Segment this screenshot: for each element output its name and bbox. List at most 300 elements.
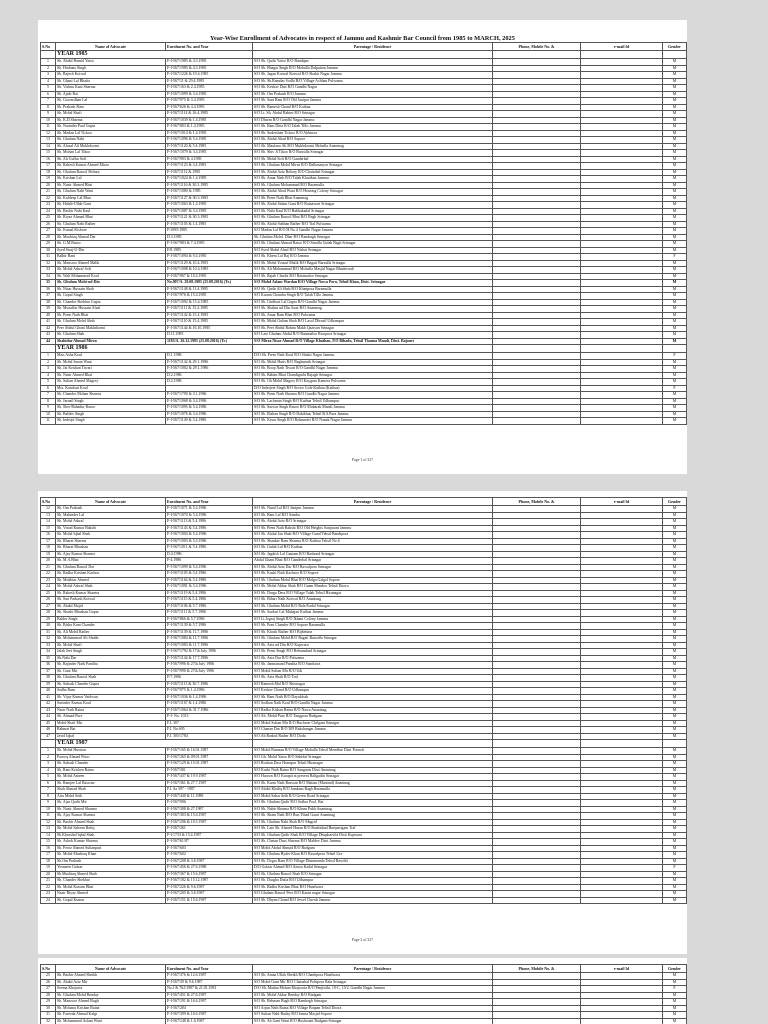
gender-cell: M	[663, 163, 687, 170]
gender-cell: M	[663, 720, 687, 727]
sno-cell: 29	[41, 241, 56, 248]
parentage-cell: S/O Sh. Gh Mohd Magrey R/O Kaygam Kamera Pulwama	[253, 379, 493, 386]
parentage-cell: S/O Sh. Ghulam Mohammad R/O Baramulla	[253, 182, 493, 189]
gender-cell: M	[663, 701, 687, 708]
enrolment-cell: F-I-567/1114 & 16.4.1985	[166, 111, 253, 118]
advocate-name-cell: Sh. Narinder Paul Gupta	[56, 124, 166, 131]
advocate-name-cell: Attu Mohd Seth	[56, 793, 166, 800]
advocate-name-cell: Sh. K.D.Sharma	[56, 117, 166, 124]
sno-cell: 31	[41, 254, 56, 261]
advocate-name-cell: Balder Singh	[56, 616, 166, 623]
sno-cell: 24	[41, 208, 56, 215]
advocate-name-cell: Sh. Krishan Lal	[56, 176, 166, 183]
sno-cell: 36	[41, 286, 56, 293]
sno-cell: 5	[41, 774, 56, 781]
enrolment-cell: F-I-567/1113 & 5.4.1986	[166, 519, 253, 526]
gender-cell: M	[663, 571, 687, 578]
gender-cell: M	[663, 754, 687, 761]
sno-cell: 44	[41, 338, 56, 345]
enrolment-cell: F-I-567/437 & 19.9.1987	[166, 774, 253, 781]
sno-cell: 24	[41, 897, 56, 904]
enrolment-cell: F-I-567/1105 & 1.4.1985	[166, 221, 253, 228]
advocate-name-cell: Sh. M.A.Bhat	[56, 558, 166, 565]
parentage-cell: S/O Roshan Dass Hamipur Tehsil Hiranagar	[253, 761, 493, 768]
advocate-name-cell: Sh. Muzaffar Hussain Afzal	[56, 306, 166, 313]
enrolment-cell: F-I-567/1121 & 30.3.1985	[166, 215, 253, 222]
enrolment-cell: F-I-567/1985 & 4.3.1985	[166, 59, 253, 66]
empty-cell	[493, 51, 581, 59]
sno-cell: 9	[41, 405, 56, 412]
parentage-cell: S/O Sh. Ghulam Rasool Bhat R/O Bagh Srinagar	[253, 215, 493, 222]
advocate-name-cell: Sh. Mahinder Lal	[56, 512, 166, 519]
gender-cell: M	[663, 597, 687, 604]
advocate-name-cell: Sh. Ghulam Mohd Shah	[56, 319, 166, 326]
parentage-cell: S/O Sh. Ghulam Hyder Khan R/O Rawalpora Tehsil Ura	[253, 852, 493, 859]
enrolment-cell: F.I. No.695	[166, 727, 253, 734]
enrolment-cell: F-I-567/1084 & 11.7.1986	[166, 636, 253, 643]
parentage-cell: S/O Sh. Ghulam Mohd R/O Bagait Barzulla Srinagar	[253, 636, 493, 643]
gender-cell: M	[663, 398, 687, 405]
advocate-name-cell: Sh. Mohd Ashraf Sofi	[56, 267, 166, 274]
parentage-cell: S/O Sh. Prem Nath Bhat Anantnag	[253, 195, 493, 202]
empty-cell	[663, 51, 687, 59]
enrolment-cell: F-I-567/208 & 3.6.1987	[166, 858, 253, 865]
enrolment-cell: F-I-567/1008 & 10.4.1985	[166, 267, 253, 274]
empty-cell	[493, 740, 581, 748]
col-header-parentage: Parentage / Residence	[253, 965, 493, 973]
gender-cell: M	[663, 813, 687, 820]
sno-cell: 12	[41, 819, 56, 826]
enrolment-cell: F-I-567/1142 & 29.1.1986	[166, 359, 253, 366]
gender-cell: M	[663, 299, 687, 306]
table-row	[41, 897, 687, 904]
enrolment-cell: F-I-567/451 & 27.6.1987	[166, 992, 253, 999]
advocate-name-cell: Sh. Prakash Ram	[56, 104, 166, 111]
enrolment-cell: F/7.1986	[166, 675, 253, 682]
advocate-name-cell: Sh. Ajaib Rai	[56, 91, 166, 98]
advocate-name-cell: Nazir Riyaz Ahmed	[56, 891, 166, 898]
gender-cell: M	[663, 117, 687, 124]
parentage-cell: S/O Mohd Sabar Seth R/O Green Road Srinagar	[253, 793, 493, 800]
gender-cell: M	[663, 884, 687, 891]
parentage-cell: D/O Sh. Madan Mohan Khajooria R/O Panjtirthi, 10-C, 15/2, Gandhi Nagar Jammu	[253, 986, 493, 993]
advocate-name-cell: Sh.Nabi Dar	[56, 655, 166, 662]
sno-cell: 8	[41, 104, 56, 111]
advocate-name-cell: Sh. Mohan Lal Tikoo	[56, 150, 166, 157]
table-header-row	[41, 498, 687, 506]
sno-cell: 40	[41, 688, 56, 695]
gender-cell: M	[663, 733, 687, 740]
advocate-name-cell: Sh. Afzaal Ali Mukhdoomi	[56, 143, 166, 150]
advocate-name-cell: Sh. Bishu Kant Chander	[56, 623, 166, 630]
advocate-name-cell: Sh. Vijay Kumar Vaidwan	[56, 694, 166, 701]
parentage-cell: S/O Sh. Jagdish Lal Gautam R/O Bashond Srinagar	[253, 551, 493, 558]
advocate-name-cell: Sh. Mukhtar Ahmed	[56, 577, 166, 584]
sno-cell: 27	[41, 603, 56, 610]
enrolment-cell: F-I-567/182 & 15.12.1987	[166, 878, 253, 885]
gender-cell: M	[663, 780, 687, 787]
gender-cell: M	[663, 590, 687, 597]
parentage-cell: S/O Sh. Janmanand Pandita R/O Sandoora	[253, 662, 493, 669]
empty-cell	[253, 51, 493, 59]
advocate-name-cell: Sh. Subash Chander Gupta	[56, 681, 166, 688]
enrolment-cell: F-I-567/301	[166, 767, 253, 774]
sno-cell: 4	[41, 372, 56, 379]
table-header-row	[41, 965, 687, 973]
parentage-cell: S/O Sh. Aziz Dar R/O Pulwama	[253, 655, 493, 662]
advocate-name-cell: Javid Iqbal	[56, 733, 166, 740]
advocate-name-cell: Sh. Ajay Kumar Sharma	[56, 813, 166, 820]
advocate-name-cell: Sh. Jarnail Singh	[56, 398, 166, 405]
advocate-name-cell: Sh. Rakesh Kumar Ahmed Mirza	[56, 163, 166, 170]
enrolment-cell: F-I-567/191 & 16.6.1987	[166, 999, 253, 1006]
parentage-cell: S/O Sh. Mohd Yousuf Malik R/O Bagait Barzulla Srinagar	[253, 260, 493, 267]
enrolment-cell: F-I-567/1110 & 15.4.1985	[166, 319, 253, 326]
parentage-cell: S/O Mohd Sultan Mir R/O Udi	[253, 668, 493, 675]
parentage-cell: S/O Sh. Ghulam Qadir Shah R/O Village Dhupharvila Distt Kupwara	[253, 832, 493, 839]
enrolment-cell: F.I. 305/1784	[166, 733, 253, 740]
parentage-cell: S/O Sh. Abdul Aziz R/O Srinagar	[253, 519, 493, 526]
gender-cell: M	[663, 319, 687, 326]
sno-cell: 3	[41, 366, 56, 373]
advocate-name-cell: Mrs. Kanchan Koul	[56, 385, 166, 392]
enrolment-cell: F-I-567/148 & 1.6.1987	[166, 1018, 253, 1024]
enrolment-cell: F-I-567/1792 & 17th July 1986	[166, 649, 253, 656]
sno-cell: 5	[41, 85, 56, 92]
advocate-name-cell: Sh. Mohd Ashraf	[56, 519, 166, 526]
enrolment-cell: F-I-567/1063 & 1.4.1985	[166, 202, 253, 209]
advocate-name-cell: Miss Asha Koul	[56, 353, 166, 360]
gender-cell: M	[663, 826, 687, 833]
parentage-cell: S/O Sh. Jagan Kotwal Kotwal R/O Shakti Nagar Jammu	[253, 72, 493, 79]
sno-cell: 36	[41, 662, 56, 669]
parentage-cell: S/O Sh. Ghulam Mohd Bhat R/O Malga Galgal Sopore	[253, 577, 493, 584]
enrolment-cell: F-I-567/399 & 10.6.1987	[166, 1012, 253, 1019]
parentage-cell: S/O Sh. Ramesh Chand R/O Kathua	[253, 104, 493, 111]
enrolment-cell: F-I-567/976 & 15.4.1985	[166, 293, 253, 300]
parentage-cell: S/O Mohd Abdul Ahmad R/O Budgam	[253, 845, 493, 852]
parentage-cell: S/O Sh. Prem Nath Sharma R/O Gandhi Nagar Jammu	[253, 392, 493, 399]
table-header-row	[41, 43, 687, 51]
sno-cell: 18	[41, 858, 56, 865]
sno-cell: 17	[41, 852, 56, 859]
parentage-cell: S/O Sh. Bishan Singh R/O Dakikhas Tehsil R.S.Pura Jammu	[253, 411, 493, 418]
advocate-name-cell: Sh. Mansoor Ahmed Malik	[56, 260, 166, 267]
gender-cell: M	[663, 610, 687, 617]
enrolment-cell: F-I-567/376 & 12.6.1987	[166, 973, 253, 980]
enrolment-cell: F-I-567/626 & 4.4.1985	[166, 104, 253, 111]
advocate-name-cell: Sh. Ghulam Nabi	[56, 137, 166, 144]
sno-cell: 18	[41, 169, 56, 176]
sno-cell: 7	[41, 787, 56, 794]
advocate-name-cell: Sh. Ghulam Rasool Bohary	[56, 169, 166, 176]
sno-cell: 20	[41, 558, 56, 565]
advocate-name-cell: Nasir Nath Raina	[56, 707, 166, 714]
advocate-name-cell: Sh. Bharat Bhushan	[56, 545, 166, 552]
sno-cell: 16	[41, 845, 56, 852]
sno-cell: 42	[41, 325, 56, 332]
gender-cell: M	[663, 999, 687, 1006]
gender-cell: M	[663, 332, 687, 339]
gender-cell: M	[663, 525, 687, 532]
sno-cell: 43	[41, 332, 56, 339]
enrolment-cell: F-I-567/967 & 10.4.1985	[166, 273, 253, 280]
sno-cell: 3	[41, 72, 56, 79]
sno-cell: 12	[41, 130, 56, 137]
parentage-cell: S/O Sh. Roop Nath Tiwari R/O Gandhi Nagar Jammu	[253, 366, 493, 373]
advocate-name-cell: Sh. Mohd Shafi	[56, 111, 166, 118]
parentage-cell: S/O Keshav Chand R/O Udhampur	[253, 688, 493, 695]
enrolment-cell: F-I-567/1106 & 5.7.1986	[166, 603, 253, 610]
email-cell	[581, 1018, 663, 1024]
parentage-cell: S/O Sh. Abdul Jan Shah R/O Village Gund Tehsil Bandipora	[253, 532, 493, 539]
sno-cell: 38	[41, 675, 56, 682]
gender-cell: M	[663, 662, 687, 669]
advocate-name-cell: Sh. Rajesh Kotwal	[56, 72, 166, 79]
year-heading: YEAR 1986	[56, 345, 253, 353]
enrolment-cell: F.I. Sa 397 - 1987	[166, 787, 253, 794]
sno-cell: 21	[41, 878, 56, 885]
advocate-name-cell: Seema Khojuria	[56, 986, 166, 993]
sno-cell: 16	[41, 532, 56, 539]
enrolment-cell: F-I-567/1164 & 5.4.1986	[166, 577, 253, 584]
enrolment-cell: F-I-567/990 & 27th July 1986	[166, 668, 253, 675]
parentage-cell: S/O Sh. Nabir Sharma R/O Khum Pukh Anantnag	[253, 806, 493, 813]
enrolment-cell: F-I-567/1039 & 1.4.1985	[166, 117, 253, 124]
parentage-cell: S/O Sh. Prem Nath Bakshi R/O Old Heights Sanjawan Jammu	[253, 525, 493, 532]
advocate-name-cell: Sh. Ramjee Lal Raswan	[56, 780, 166, 787]
advocate-name-cell: Sh. Mohammad Ali Shubh	[56, 636, 166, 643]
col-header-sno: S.No	[41, 43, 56, 51]
advocate-name-cell: Sadha Ram	[56, 688, 166, 695]
enrolment-cell: F-I-567/456 & 27.6.1988	[166, 865, 253, 872]
advocate-name-cell: Yesmeen Gulzar	[56, 865, 166, 872]
enrolment-cell: F-I-567/1064 & 31.7.1986	[166, 707, 253, 714]
advocate-name-cell: Sh. Kuldeep Lal Bhat	[56, 195, 166, 202]
col-header-enrolment: Enrolment No. and Year	[166, 43, 253, 51]
sno-cell: 15	[41, 525, 56, 532]
advocate-name-cell: Sh. Mohd Ashraf Shah	[56, 584, 166, 591]
advocate-name-cell: Sh. Kamal Kishore	[56, 228, 166, 235]
sno-cell: 15	[41, 150, 56, 157]
enrolment-cell: F-I-567/11 & 29.4.1985	[166, 78, 253, 85]
enrolment-cell: F-I-567/129 & 15.01.1987	[166, 761, 253, 768]
sno-cell: 9	[41, 111, 56, 118]
year-sno-cell	[41, 51, 56, 59]
gender-cell: M	[663, 793, 687, 800]
parentage-cell: S/O Sh. Mohd Akbar Benday R/O Budgam	[253, 992, 493, 999]
sno-cell: 19	[41, 551, 56, 558]
enrolment-cell: F.I. 307	[166, 720, 253, 727]
gender-cell: M	[663, 418, 687, 425]
parentage-cell: S/O Sh. Sh.Ramdas Sodhi R/O Village Achhan Pulwama	[253, 78, 493, 85]
gender-cell: M	[663, 767, 687, 774]
advocate-name-cell: Sh. Mohanu Krishan Raina	[56, 1005, 166, 1012]
advocate-name-cell: Sh. Mohd Mushtaq Khan	[56, 852, 166, 859]
enrolment-cell: F-I-567/906	[166, 800, 253, 807]
parentage-cell: S/O Sh. Qadir Yatoo R/O Bandipur	[253, 59, 493, 66]
gender-cell: M	[663, 208, 687, 215]
enrolment-cell: F-I-567/975 & 1.4.1986	[166, 688, 253, 695]
parentage-cell: S/O Sh. Rajab Chuchi R/O Batamaloo Srinagar	[253, 273, 493, 280]
sno-cell: 22	[41, 195, 56, 202]
parentage-cell: S/O Sh. Abdul Subhan Rather R/O Tral Pulwama	[253, 221, 493, 228]
gender-cell: M	[663, 871, 687, 878]
sno-cell: 40	[41, 312, 56, 319]
parentage-cell: S/O Sh. Rehman Bugh R/O Rambagh Srinagar	[253, 999, 493, 1006]
empty-cell	[581, 51, 663, 59]
advocate-name-cell: Sh. Radha Krishan Kachoo	[56, 571, 166, 578]
enrollment-table	[40, 497, 687, 904]
sno-cell: 35	[41, 280, 56, 287]
gender-cell: M	[663, 538, 687, 545]
col-header-name: Name of Advocate	[56, 965, 166, 973]
sno-cell: 17	[41, 163, 56, 170]
enrolment-cell: F-I-567/1092 & 15.4.1985	[166, 299, 253, 306]
advocate-name-cell: Rahmat Bai	[56, 727, 166, 734]
sno-cell: 21	[41, 189, 56, 196]
gender-cell: F	[663, 353, 687, 360]
gender-cell: M	[663, 85, 687, 92]
enrolment-cell: F-I-567/165 & 16.01.1987	[166, 748, 253, 755]
parentage-cell: S/O Sh. Mohd Gulam Shah R/O Lasol Dhrusil Udhampur	[253, 319, 493, 326]
advocate-name-cell: Sh. Ali Gulfar Sofi	[56, 156, 166, 163]
sno-cell: 30	[41, 247, 56, 254]
advocate-name-cell: Sh. Gopal Singh	[56, 293, 166, 300]
sno-cell: 27	[41, 228, 56, 235]
parentage-cell: S/O Sh. Kashi Nath Kachroo R/O Sopore	[253, 571, 493, 578]
enrolment-cell: F-4.1986	[166, 558, 253, 565]
enrolment-cell: F-I-567/265 & 09.01.1987	[166, 754, 253, 761]
parentage-cell: S/O Sh. Sant Ram R/O Old Janipur Jammu	[253, 98, 493, 105]
sno-cell: 25	[41, 973, 56, 980]
gender-cell: M	[663, 707, 687, 714]
enrolment-cell: F-I-567/1226 & 19.4.1985	[166, 72, 253, 79]
gender-cell: M	[663, 338, 687, 345]
table-row	[41, 418, 687, 425]
parentage-cell: S/O Sh. Sardari Lal Mahajan Kathua Jammu	[253, 610, 493, 617]
sno-cell: 28	[41, 992, 56, 999]
parentage-cell: S/O Sh. Amar Nath R/O Talab Khatikan Jammu	[253, 176, 493, 183]
parentage-cell: S/O Sultan Nabi Baday R/O Jamia Masjid Sopore	[253, 1012, 493, 1019]
parentage-cell: S/O Mohd Gani Mir R/O Chattabal Pohipora Bala Srinagar	[253, 979, 493, 986]
col-header-phone: Phone, Mobile No. &	[493, 498, 581, 506]
advocate-name-cell: Sh. Nisar Hussain Shah	[56, 286, 166, 293]
gender-cell: M	[663, 111, 687, 118]
advocate-name-cell: Sh. Mohd Ameen	[56, 774, 166, 781]
sno-cell: 28	[41, 610, 56, 617]
col-header-email: e-mail Id	[581, 965, 663, 973]
advocate-name-cell: Shah Ahmad Shah	[56, 787, 166, 794]
sno-cell: 11	[41, 418, 56, 425]
advocate-name-cell: Sh. Wali Mohammad Koul	[56, 273, 166, 280]
gender-cell: M	[663, 379, 687, 386]
parentage-cell: S/O Mohd Aslam Wardan R/O Village Nowa Pora, Tehsil Khan, Distt. Srinagar	[253, 280, 493, 287]
gender-cell: M	[663, 72, 687, 79]
parentage-cell: S/O Sh. Abdul Ahad R/O Sopore	[253, 137, 493, 144]
enrolment-cell: F-I-567/61/87	[166, 839, 253, 846]
gender-cell: F	[663, 865, 687, 872]
advocate-name-cell: Sh. Ghani Lal Bhatia	[56, 78, 166, 85]
sno-cell: 41	[41, 694, 56, 701]
parentage-cell: S/O Sh. Shahas ud Din Azaz R/O Anantnag	[253, 306, 493, 313]
advocate-name-cell: Sh. Rajinder Nath Pandita	[56, 662, 166, 669]
advocate-name-cell: Sh. Harbans Singh	[56, 65, 166, 72]
table-body	[41, 51, 687, 425]
enrolment-cell: F-I-567/1036 & 1.4.1986	[166, 694, 253, 701]
sno-cell: 8	[41, 793, 56, 800]
advocate-name-cell: Sh. Feroz Ahmed Sultanpuri	[56, 845, 166, 852]
enrolment-cell: F-I-567/1076 & 3.4.1986	[166, 411, 253, 418]
enrolment-cell: 1183/A. 26.12.1985 (25.08.2016) (Tr.)	[166, 338, 253, 345]
advocate-name-cell: Shahidur Ahmad Mirza	[56, 338, 166, 345]
sno-cell: 7	[41, 98, 56, 105]
advocate-name-cell: Sh. Ghulam Rasool Shah	[56, 675, 166, 682]
gender-cell: M	[663, 228, 687, 235]
parentage-cell: S/O Sh. Nand Lal R/O Janipur Jammu	[253, 506, 493, 513]
sno-cell: 22	[41, 884, 56, 891]
table-body	[41, 973, 687, 1024]
sno-cell: 28	[41, 234, 56, 241]
sno-cell: 8	[41, 398, 56, 405]
gender-cell: M	[663, 897, 687, 904]
parentage-cell: S/O Sh. Mohd Sofi R/O Ganderbal	[253, 156, 493, 163]
enrolment-cell: F-I-1733 & 15.4.1987	[166, 832, 253, 839]
gender-cell: M	[663, 878, 687, 885]
empty-cell	[581, 345, 663, 353]
empty-cell	[581, 740, 663, 748]
gender-cell: M	[663, 260, 687, 267]
gender-cell: M	[663, 668, 687, 675]
sno-cell: 4	[41, 767, 56, 774]
sno-cell: 39	[41, 306, 56, 313]
advocate-name-cell: Sh.Mushtaq Ahmed Shah	[56, 871, 166, 878]
gender-cell: M	[663, 359, 687, 366]
sno-cell: 14	[41, 519, 56, 526]
parentage-cell: S/O Sh. Khem Lal Raj R/O Jammu	[253, 254, 493, 261]
gender-cell: M	[663, 519, 687, 526]
sno-cell: 23	[41, 891, 56, 898]
gender-cell: M	[663, 182, 687, 189]
gender-cell: M	[663, 124, 687, 131]
gender-cell: M	[663, 392, 687, 399]
enrolment-cell: No.J & 762/1987 & 21.01.1981	[166, 986, 253, 993]
enrolment-cell: F-I-567/1142 & 15.4.1985	[166, 312, 253, 319]
enrolment-cell: F-I-567/903 & 4.1985	[166, 156, 253, 163]
enrolment-cell: F-I-567/866 & 5.7.1986	[166, 616, 253, 623]
parentage-cell: S/O Sh. Amaa Ullah Sheikh R/O Chanhpora Handwara	[253, 973, 493, 980]
sno-cell: 25	[41, 215, 56, 222]
enrolment-cell: F-I-567/1144 & 16.10.1985	[166, 325, 253, 332]
sno-cell: 1	[41, 353, 56, 360]
enrolment-cell: F-I-567/1144 & 17.7.1986	[166, 655, 253, 662]
gender-cell: M	[663, 221, 687, 228]
enrolment-cell: F-I-567/1099 & 3.4.1985	[166, 91, 253, 98]
sno-cell: 23	[41, 202, 56, 209]
col-header-sno: S.No	[41, 965, 56, 973]
enrolment-cell: F-I-567/1096 & 5.4.1985	[166, 137, 253, 144]
sno-cell: 11	[41, 813, 56, 820]
sno-cell: 30	[41, 1005, 56, 1012]
advocate-name-cell: Sh. Om Prakash	[56, 506, 166, 513]
advocate-name-cell: Sh. Mohammad Aslam Wani	[56, 1018, 166, 1024]
table-body	[41, 506, 687, 904]
sno-cell: 23	[41, 577, 56, 584]
enrolment-cell: F-I-567/1129 & 10.4.1985	[166, 260, 253, 267]
enrolment-cell: F-I-567/163 & 2.4.1985	[166, 85, 253, 92]
enrolment-cell: F-I-567/1143 & 5.4.1986	[166, 525, 253, 532]
enrolment-cell: F-I-567/1149 & 3.4.1986	[166, 418, 253, 425]
